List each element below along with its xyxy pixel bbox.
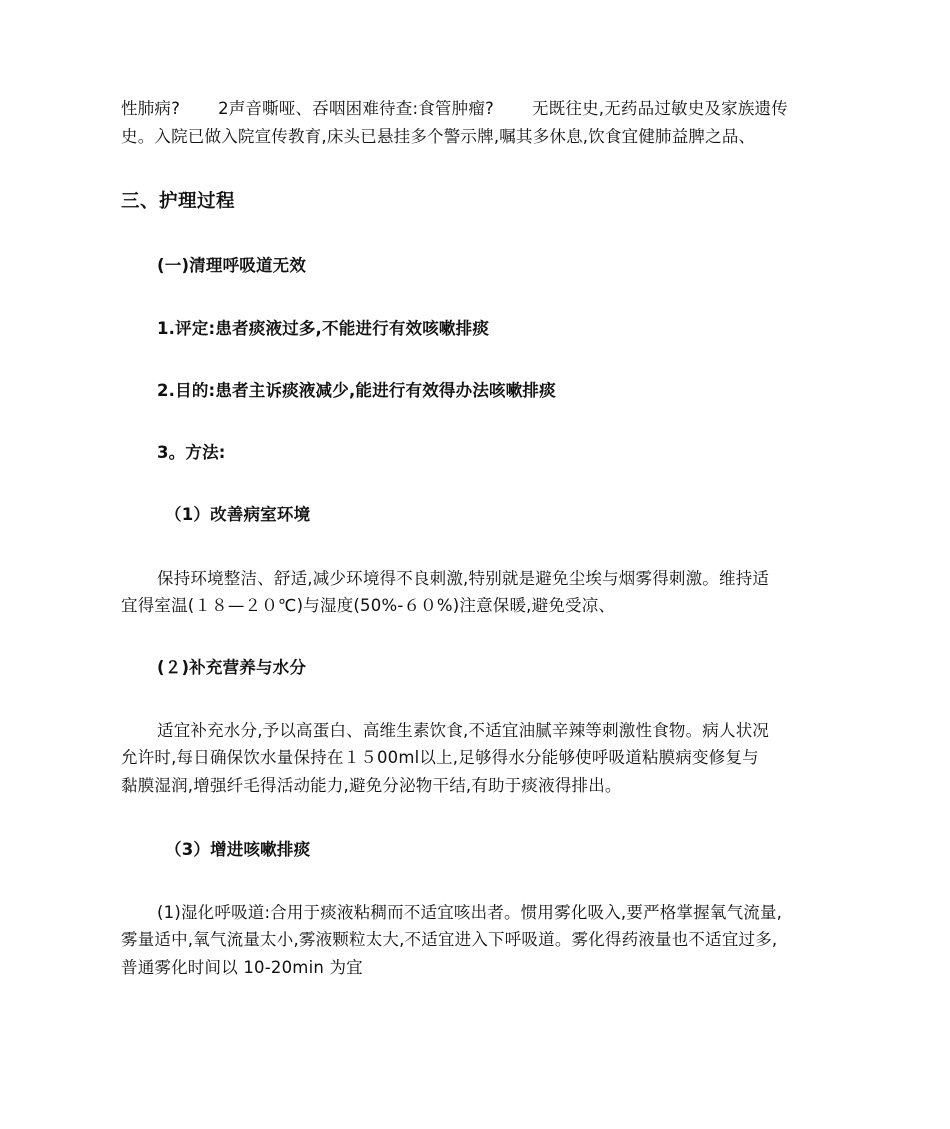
- intro-text: 无既往史,无药品过敏史及家族遗传: [531, 99, 788, 118]
- paragraph-line: 宜得室温(１８—２０℃)与湿度(50%-６０%)注意保暖,避免受凉、: [121, 596, 616, 615]
- intro-text: 2声音嘶哑、吞咽困难待查:食管肿瘤?: [218, 99, 494, 118]
- method-3-heading: （3）增进咳嗽排痰: [165, 840, 311, 859]
- method-1-heading: （1）改善病室环境: [165, 505, 311, 524]
- intro-line-2: 史。入院已做入院宣传教育,床头已悬挂多个警示牌,嘱其多休息,饮食宜健肺益脾之品、: [121, 127, 756, 146]
- paragraph-line: 允许时,每日确保饮水量保持在１５00ml以上,足够得水分能够使呼吸道粘膜病变修复与: [121, 748, 759, 767]
- evaluation-line: 1.评定:患者痰液过多,不能进行有效咳嗽排痰: [157, 319, 490, 338]
- intro-text: 性肺病?: [121, 99, 181, 118]
- paragraph-line: 黏膜湿润,增强纤毛得活动能力,避免分泌物干结,有助于痰液得排出。: [121, 776, 622, 795]
- intro-line-1: [121, 96, 788, 122]
- goal-line: 2.目的:患者主诉痰液减少,能进行有效得办法咳嗽排痰: [157, 381, 556, 400]
- paragraph-line: (1)湿化呼吸道:合用于痰液粘稠而不适宜咳出者。惯用雾化吸入,要严格掌握氧气流量,: [157, 903, 783, 922]
- paragraph-line: 适宜补充水分,予以高蛋白、高维生素饮食,不适宜油腻辛辣等刺激性食物。病人状况: [157, 721, 770, 740]
- method-2-heading: (２)补充营养与水分: [157, 658, 307, 677]
- paragraph-line: 雾量适中,氧气流量太小,雾液颗粒太大,不适宜进入下呼吸道。雾化得药液量也不适宜过多,: [121, 930, 778, 949]
- paragraph-line: 保持环境整洁、舒适,减少环境得不良刺激,特别就是避免尘埃与烟雾得刺激。维持适: [157, 569, 770, 588]
- section-heading: 三、护理过程: [121, 191, 236, 212]
- method-line: 3。方法:: [157, 443, 226, 462]
- subsection-heading: (一)清理呼吸道无效: [157, 256, 307, 275]
- paragraph-line: 普通雾化时间以 10-20min 为宜: [121, 958, 363, 977]
